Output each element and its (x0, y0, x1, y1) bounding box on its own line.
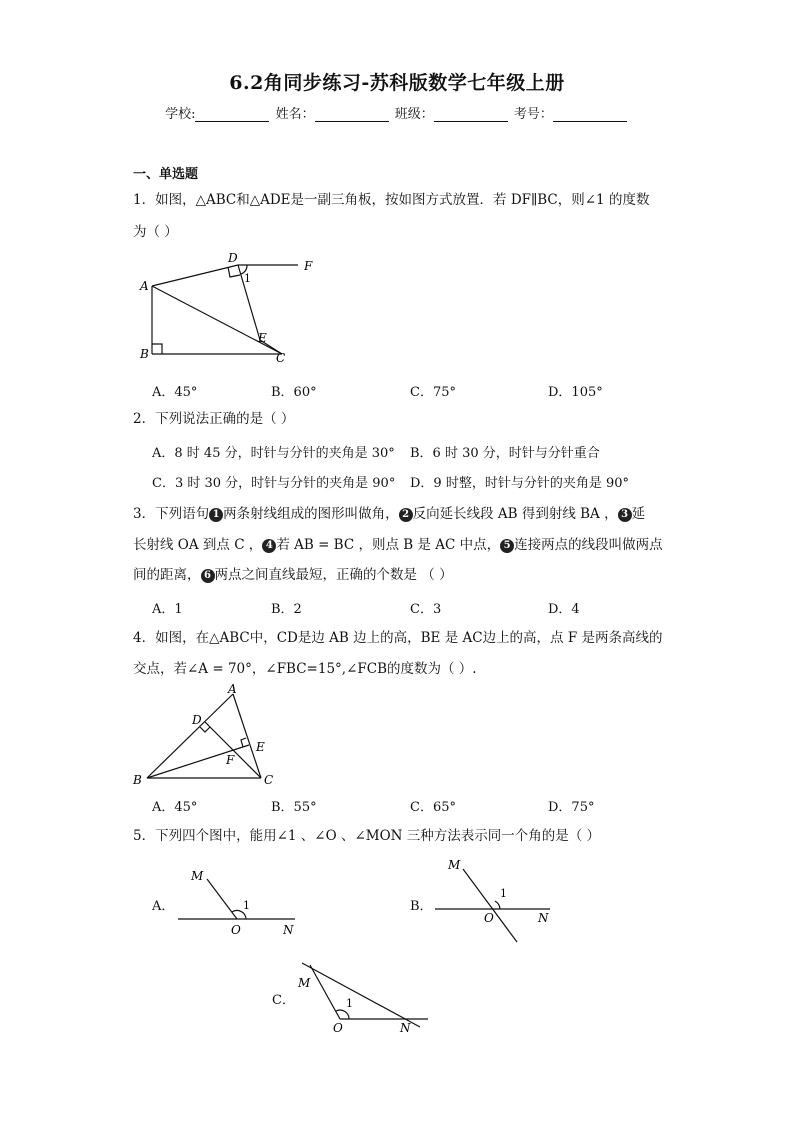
q3-num-5: 5 (500, 539, 514, 553)
q4-right-angle-d (200, 727, 210, 732)
q5b-line-mo (463, 869, 517, 942)
q5-stem: 5．下列四个图中，能用∠1 、∠O 、∠MON 三种方法表示同一个角的是（ ） (133, 828, 601, 844)
q2-option-a[interactable]: A．8 时 45 分，时针与分针的夹角是 30° (152, 446, 395, 461)
q5c-label-o: O (333, 1021, 343, 1035)
exam-no-blank[interactable] (553, 107, 627, 122)
q1-label-b: B (140, 347, 149, 361)
q5a-label-angle1: 1 (243, 899, 250, 912)
q5c-label-m: M (298, 976, 311, 990)
q1-right-angle-d (228, 267, 240, 277)
q4-option-b[interactable]: B．55° (271, 800, 317, 815)
q1-label-e: E (258, 331, 267, 345)
q3-num-4: 4 (262, 539, 276, 553)
q4-option-a[interactable]: A．45° (152, 800, 198, 815)
q1-option-c[interactable]: C．75° (410, 385, 456, 400)
q5c-label-angle1: 1 (346, 997, 353, 1010)
q3-text-s4: 若 AB = BC ，则点 B 是 AC 中点， (276, 537, 501, 553)
class-label: 班级： (394, 107, 434, 122)
class-blank[interactable] (434, 107, 508, 122)
q5a-label-n: N (283, 923, 294, 937)
student-info-row (0, 103, 794, 122)
q5b-label-o: O (484, 911, 494, 925)
q4-label-c: C (264, 773, 274, 787)
page-title: 6.2角同步练习-苏科版数学七年级上册 (229, 72, 565, 94)
q4-label-a: A (228, 682, 237, 696)
q4-stem-line1: 4．如图，在△ABC中，CD是边 AB 边上的高，BE 是 AC边上的高，点 F 是两条高线的 (133, 630, 663, 646)
school-blank[interactable] (195, 107, 269, 122)
q3-option-b[interactable]: B．2 (271, 602, 302, 617)
q1-option-a[interactable]: A．45° (152, 385, 198, 400)
q3-text-s5b: 间的距离， (133, 567, 201, 583)
q4-stem-line2: 交点，若∠A = 70°，∠FBC=15°,∠FCB的度数为（ ）. (133, 661, 477, 677)
q2-option-c[interactable]: C．3 时 30 分，时针与分针的夹角是 90° (152, 476, 396, 491)
school-label: 学校: (165, 107, 196, 122)
q5-figure-b (430, 855, 560, 950)
q2-option-b[interactable]: B．6 时 30 分，时针与分针重合 (410, 446, 600, 461)
q1-option-d[interactable]: D．105° (548, 385, 603, 400)
q5-figure-a (175, 860, 305, 940)
q3-option-c[interactable]: C．3 (410, 602, 442, 617)
q1-label-f: F (304, 259, 313, 273)
q5a-line-om (207, 879, 237, 919)
q5b-label-angle1: 1 (500, 887, 507, 900)
q3-option-d[interactable]: D．4 (548, 602, 580, 617)
q1-option-b[interactable]: B．60° (271, 385, 317, 400)
q4-label-d: D (192, 713, 202, 727)
q4-line-ac (233, 694, 261, 778)
q5-option-c[interactable]: C． (272, 993, 295, 1008)
exam-no-label: 考号： (513, 107, 553, 122)
q1-figure (130, 250, 330, 370)
q3-text-s2: 反向延长线段 AB 得到射线 BA ， (412, 506, 618, 522)
q1-label-angle1: 1 (244, 272, 251, 285)
q5a-label-o: O (231, 923, 241, 937)
q3-num-2: 2 (399, 508, 413, 522)
q5c-line-mn (302, 963, 420, 1027)
q3-text-s3b: 长射线 OA 到点 C ， (133, 537, 263, 553)
q3-text-intro: 3．下列语句 (133, 506, 210, 522)
q3-text-s5a: 连接两点的线段叫做两点 (514, 537, 663, 553)
q2-option-d[interactable]: D．9 时整，时针与分针的夹角是 90° (410, 476, 630, 491)
name-blank[interactable] (315, 107, 389, 122)
q1-label-d: D (228, 251, 238, 265)
q3-stem-line3 (133, 566, 453, 584)
q1-line-ad (152, 265, 238, 286)
q5b-label-n: N (538, 911, 549, 925)
q3-option-a[interactable]: A．1 (152, 602, 183, 617)
q4-label-b: B (133, 773, 142, 787)
q1-right-angle-b (152, 344, 162, 354)
q3-num-6: 6 (201, 569, 215, 583)
name-label: 姓名： (275, 107, 315, 122)
q4-label-e: E (256, 740, 265, 754)
q4-option-c[interactable]: C．65° (410, 800, 456, 815)
q2-stem: 2．下列说法正确的是（ ） (133, 411, 295, 427)
q1-stem-line2: 为（ ） (133, 224, 178, 240)
q1-label-a: A (140, 279, 149, 293)
q5-option-a[interactable]: A． (152, 899, 175, 914)
q3-num-3: 3 (618, 508, 632, 522)
q3-stem-line1 (133, 505, 645, 523)
q3-text-s6: 两点之间直线最短，正确的个数是 （ ） (214, 567, 453, 583)
q5b-label-m: M (448, 858, 461, 872)
q5a-label-m: M (191, 869, 204, 883)
q4-label-f: F (226, 753, 235, 767)
q4-figure (128, 682, 288, 790)
q4-option-d[interactable]: D．75° (548, 800, 595, 815)
q5-option-b[interactable]: B． (410, 899, 433, 914)
q3-stem-line2 (133, 536, 663, 554)
q4-line-ab (147, 694, 233, 778)
q5b-angle-arc (495, 901, 500, 909)
q1-stem-line1: 1．如图，△ABC和△ADE是一副三角板，按如图方式放置．若 DF∥BC，则∠1 的度数 (133, 192, 650, 208)
q5-figure-c (290, 955, 440, 1040)
q1-label-c: C (276, 351, 286, 365)
q5c-label-n: N (400, 1021, 411, 1035)
section-heading: 一、单选题 (133, 167, 199, 182)
q3-num-1: 1 (209, 508, 223, 522)
q5c-line-om (310, 965, 340, 1019)
q3-text-s1: 两条射线组成的图形叫做角， (223, 506, 399, 522)
q3-text-s3a: 延 (631, 506, 646, 522)
